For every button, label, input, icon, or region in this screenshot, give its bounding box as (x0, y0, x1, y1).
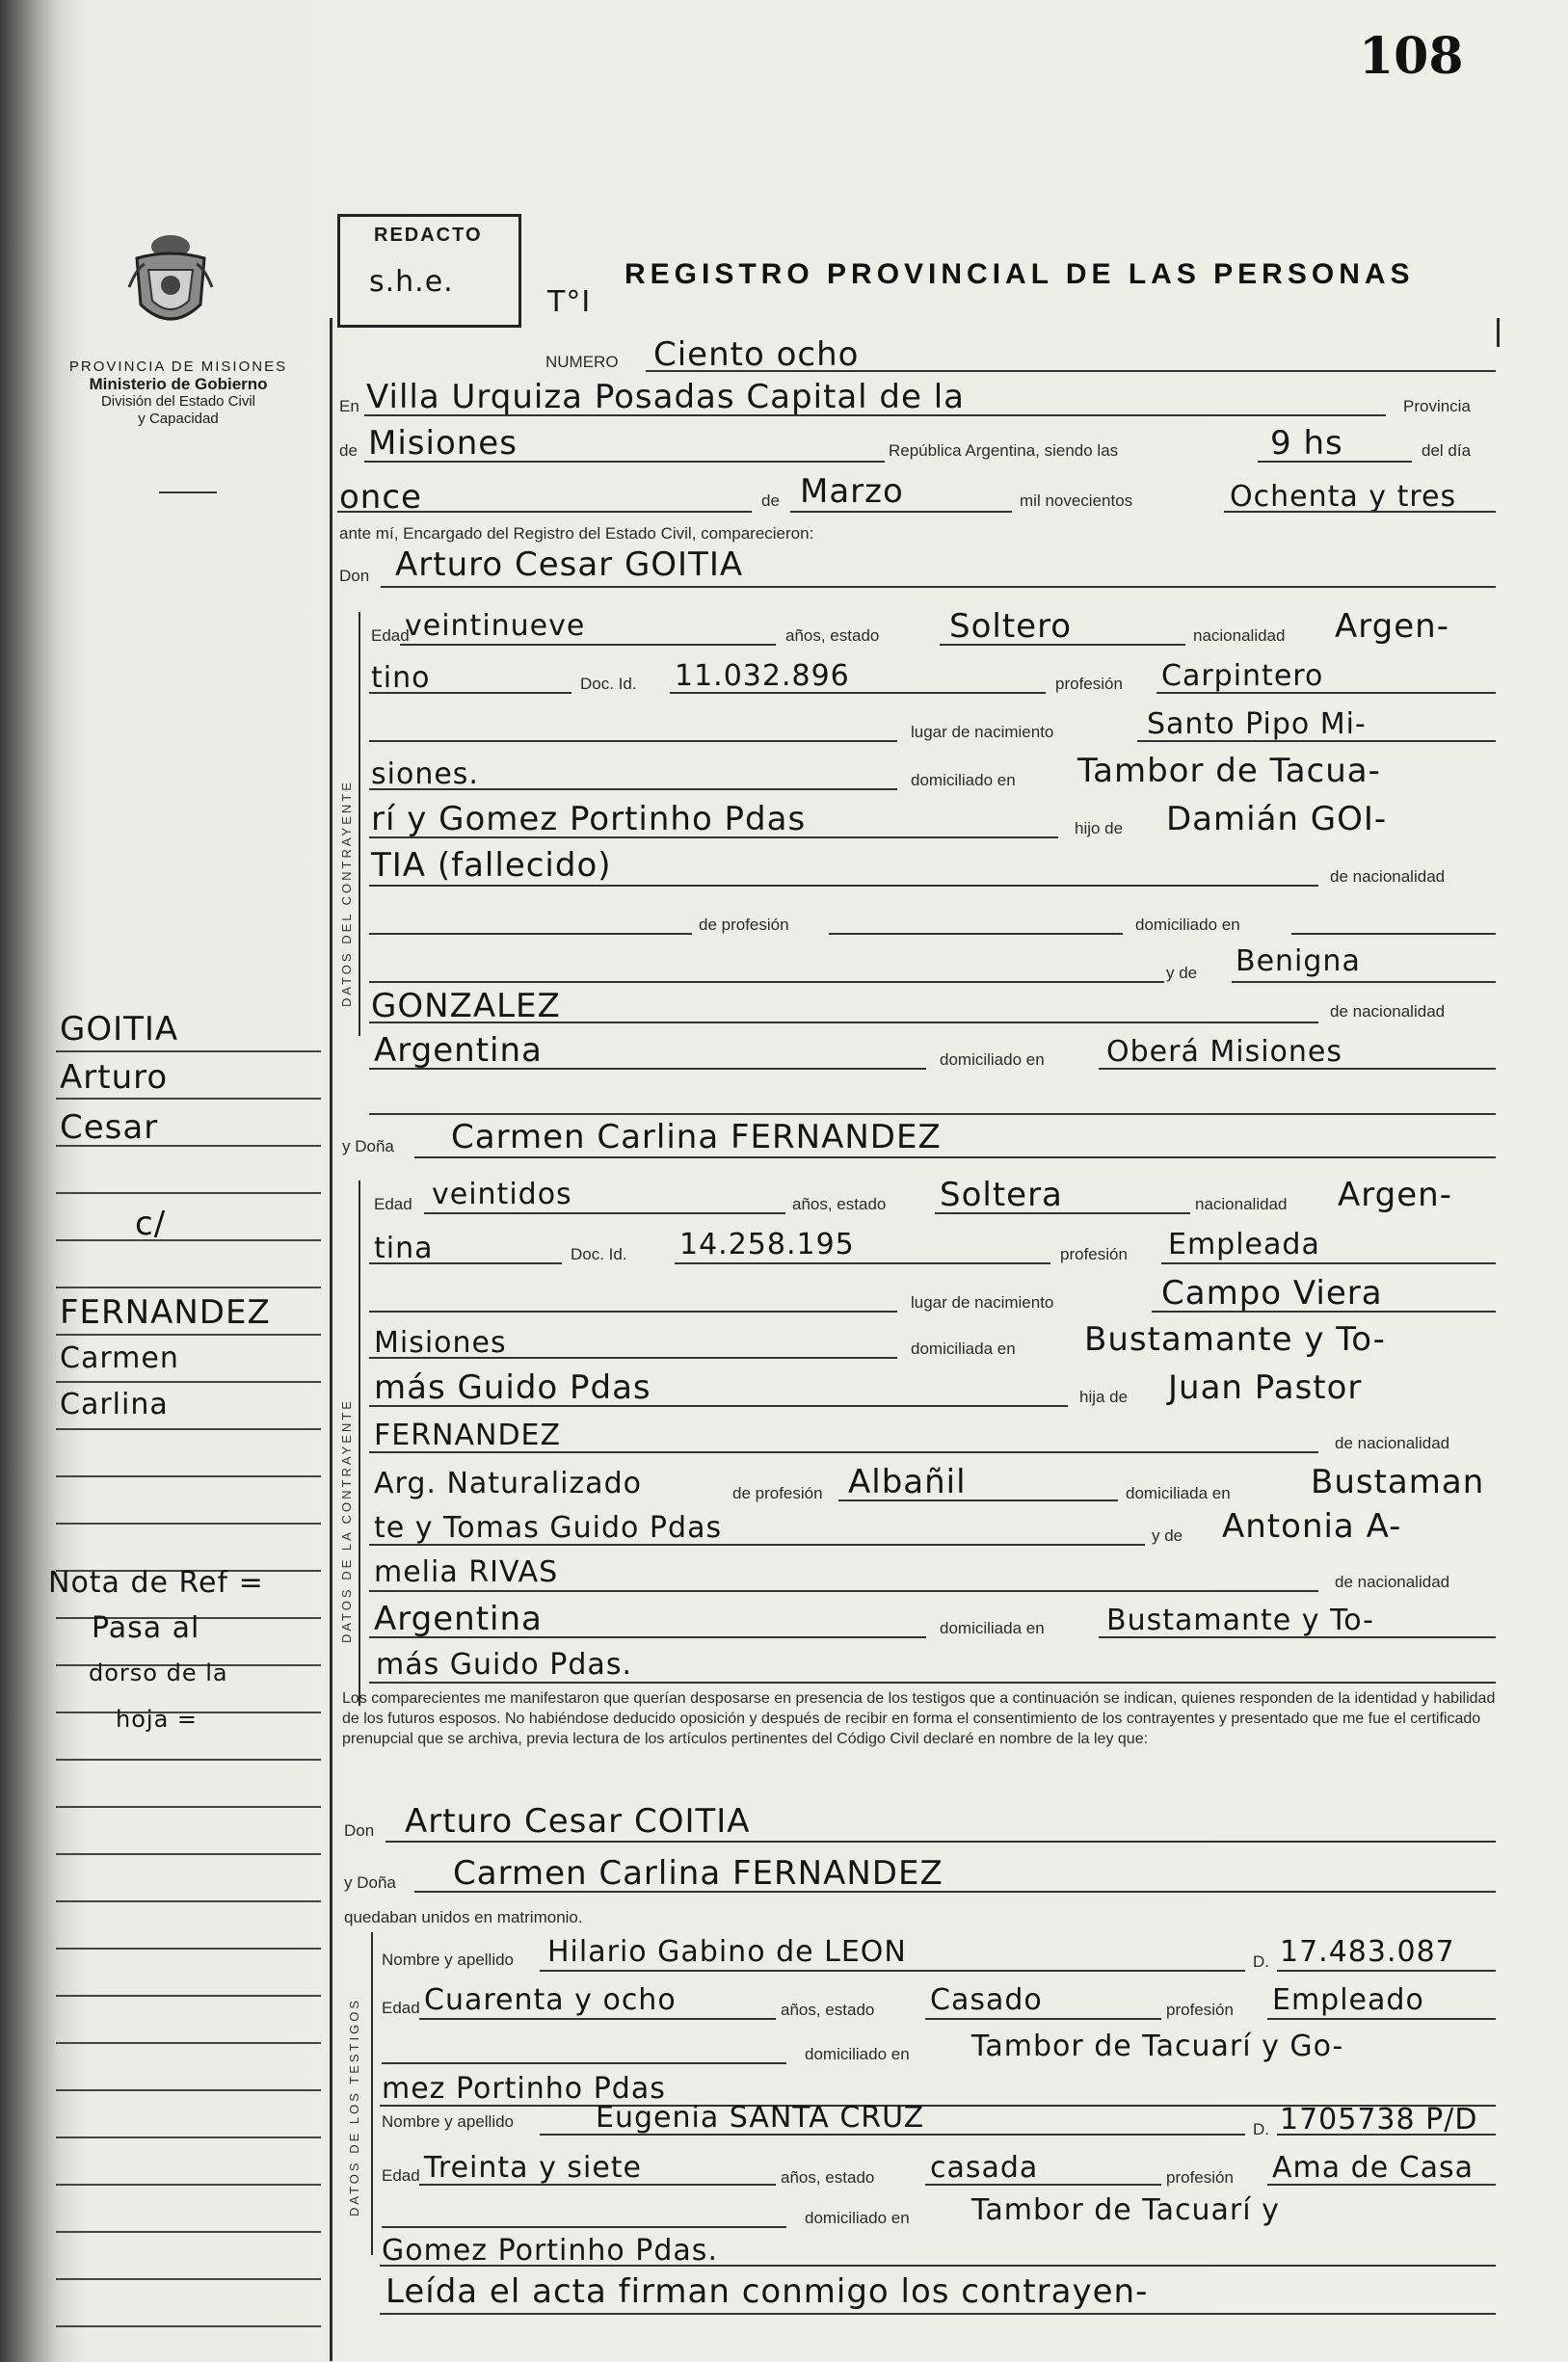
hija2-label: hija de (1079, 1388, 1129, 1406)
prof1-line (1156, 692, 1496, 694)
prof2-line (1161, 1262, 1496, 1264)
don2-value: Arturo Cesar COITIA (405, 1802, 751, 1841)
t2-doma-value: Tambor de Tacuarí y (971, 2193, 1280, 2227)
quedaban-text: quedaban unidos en matrimonio. (344, 1908, 583, 1926)
blank8-line (382, 2062, 786, 2064)
republica-label: República Argentina, siendo las (889, 441, 1119, 460)
margin-note-carmen: Carmen (60, 1341, 179, 1375)
margin-rule (56, 1381, 321, 1383)
t1-doma-value: Tambor de Tacuarí y Go- (971, 2030, 1344, 2063)
don2-label: Don (344, 1821, 375, 1840)
lugar-value: Villa Urquiza Posadas Capital de la (366, 378, 966, 416)
madre2-doma-line (1099, 1636, 1496, 1638)
t2-doc-value: 1705738 P/D (1280, 2103, 1478, 2136)
padre2a-value: Juan Pastor (1168, 1368, 1363, 1407)
madre2-nac-value: Argentina (374, 1600, 543, 1638)
t1-estado-line (925, 2018, 1161, 2020)
dom2-padre-label: domiciliada en (1126, 1484, 1231, 1502)
dom2b-value: más Guido Pdas (374, 1368, 651, 1407)
de-prof1-label: de profesión (699, 916, 789, 934)
t2-estado-value: casada (930, 2151, 1039, 2185)
t1-nombre-value: Hilario Gabino de LEON (547, 1935, 907, 1969)
estado1-line (940, 644, 1185, 646)
t1-prof-label: profesión (1166, 2001, 1234, 2019)
t1-doc-value: 17.483.087 (1280, 1935, 1455, 1969)
padre1a-value: Damián GOI- (1166, 800, 1388, 838)
nac2b-line (369, 1262, 562, 1264)
madre1-dom-value: Oberá Misiones (1106, 1035, 1343, 1069)
lugar2-label: lugar de nacimiento (911, 1293, 1054, 1312)
seal-capacity: y Capacidad (138, 411, 219, 427)
coat-of-arms-seal (127, 229, 214, 335)
consent-paragraph: Los comparecientes me manifestaron que querían desposarse en presencia de los testigos que a continuación se indican, quienes responden de la identidad y habilidad de los futuros esposos. No habiéndose deducido oposición y después de recibir en forma el consentimiento de los contrayentes y presentado que me fue el certificado prenupcial que se archiva, previa lectura de los artículos pertinentes del Código Civil declaré en nombre de la ley que: (342, 1690, 1496, 1747)
margin-note-hoja: hoja = (116, 1706, 199, 1733)
padre1b-line (369, 885, 1318, 887)
blank5-line (369, 981, 1164, 983)
seal-underline (159, 491, 217, 493)
t2-nombre-label: Nombre y apellido (382, 2112, 515, 2131)
t1-estado-value: Casado (930, 1983, 1043, 2017)
prof1-label: profesión (1055, 675, 1123, 693)
provincia-value: Misiones (368, 424, 518, 463)
contrayente-bracket (359, 612, 360, 1036)
doc1-label: Doc. Id. (580, 675, 637, 693)
redacto-label: REDACTO (374, 225, 483, 246)
margin-rule (56, 1239, 321, 1241)
padre1b-value: TIA (fallecido) (371, 846, 612, 885)
edad1-label: Edad (371, 626, 410, 645)
redacto-stamp (337, 214, 521, 328)
anos-estado2-label: años, estado (792, 1195, 887, 1213)
lugar2b-value: Misiones (374, 1326, 507, 1360)
madre1b-value: GONZALEZ (371, 987, 561, 1025)
nac1b-line (369, 692, 571, 694)
dom2a-value: Bustamante y To- (1084, 1320, 1386, 1359)
prof1-value: Carpintero (1161, 659, 1324, 693)
de2-label: de (761, 491, 780, 510)
blank2-line (369, 933, 692, 935)
side-label-contrayenta: DATOS DE LA CONTRAYENTE (339, 1398, 354, 1643)
dona-line (414, 1156, 1496, 1158)
margin-rule (56, 1853, 321, 1855)
margin-rule (56, 2325, 321, 2327)
margin-note-goitia: GOITIA (60, 1010, 179, 1048)
t1-edad-value: Cuarenta y ocho (424, 1983, 677, 2017)
t2-domb-value: Gomez Portinho Pdas. (382, 2234, 718, 2268)
dom1-label: domiciliado en (911, 771, 1016, 789)
form-right-tick (1497, 318, 1500, 347)
margin-note-cesar: Cesar (60, 1108, 159, 1147)
margin-rule (56, 2231, 321, 2233)
seal-caption (39, 358, 318, 428)
margin-note-pasa: Pasa al (92, 1611, 200, 1645)
dona2-value: Carmen Carlina FERNANDEZ (453, 1854, 943, 1893)
t2-edad-label: Edad (382, 2166, 420, 2185)
madre2b-value: melia RIVAS (374, 1555, 559, 1589)
padre2-prof-value: Albañil (848, 1463, 967, 1501)
anos-estado1-label: años, estado (785, 626, 880, 645)
lugar1b-line (369, 788, 897, 790)
t2-domb-line (380, 2265, 1496, 2267)
page-number: 108 (1359, 27, 1464, 86)
de-label: de (339, 441, 358, 460)
estado1-value: Soltero (949, 607, 1073, 646)
dom2b-line (369, 1405, 1068, 1407)
nac1b-value: tino (371, 661, 431, 695)
t2-edad-line (419, 2184, 776, 2186)
dom1-padre-label: domiciliado en (1135, 916, 1240, 934)
t2-doc-line (1277, 2134, 1496, 2136)
mes-value: Marzo (800, 472, 904, 511)
side-label-testigos: DATOS DE LOS TESTIGOS (347, 1998, 361, 2216)
registry-title: REGISTRO PROVINCIAL DE LAS PERSONAS (625, 258, 1415, 290)
tomo-mark: T°I (547, 285, 592, 319)
anio-value: Ochenta y tres (1230, 480, 1457, 514)
madre1b-line (369, 1022, 1318, 1023)
de-nac1-label: de nacionalidad (1330, 867, 1446, 886)
numero-line (646, 370, 1496, 372)
lugar1-line (1137, 740, 1496, 742)
del-dia-label: del día (1422, 441, 1472, 460)
margin-note-carlina: Carlina (60, 1388, 169, 1421)
t1-nombre-line (540, 1970, 1245, 1972)
padre2-domb-line (369, 1544, 1145, 1546)
anio-line (1224, 511, 1496, 513)
padre2-nac-value: Arg. Naturalizado (374, 1467, 642, 1500)
don-line (381, 586, 1496, 588)
dia-value: once (339, 478, 422, 517)
testigos-bracket (371, 1932, 373, 2255)
provincia-line (364, 461, 885, 463)
form-left-border (330, 318, 332, 2361)
margin-rule (56, 1523, 321, 1525)
madre2-doma-value: Bustamante y To- (1106, 1604, 1375, 1637)
seal-province: PROVINCIA DE MISIONES (68, 358, 288, 375)
padre2b-line (369, 1451, 1318, 1453)
don-label: Don (339, 567, 370, 585)
blank1-line (369, 740, 897, 742)
margin-rule (56, 1098, 321, 1100)
dia-line (337, 511, 752, 513)
doc2-line (675, 1262, 1050, 1264)
margin-rule (56, 1287, 321, 1288)
dom2-madre-label: domiciliada en (940, 1619, 1045, 1637)
margin-rule (56, 1050, 321, 1052)
t1-d-label: D. (1253, 1952, 1269, 1971)
y-de2-label: y de (1152, 1526, 1183, 1545)
doc2-label: Doc. Id. (571, 1245, 627, 1263)
margin-rule (56, 2042, 321, 2044)
lugar2b-line (369, 1357, 897, 1359)
estado2-value: Soltera (940, 1176, 1063, 1214)
ante-mi-text: ante mí, Encargado del Registro del Estado Civil, comparecieron: (339, 524, 814, 543)
margin-rule (56, 2089, 321, 2091)
mes-line (790, 511, 1012, 513)
padre2-doma-value: Bustaman (1311, 1463, 1485, 1501)
nac1a-value: Argen- (1335, 607, 1449, 646)
madre2-domb-line (369, 1682, 1496, 1684)
margin-note-fernandez: FERNANDEZ (60, 1293, 271, 1332)
hora-value: 9 hs (1270, 424, 1343, 463)
t1-prof-value: Empleado (1272, 1983, 1424, 2017)
edad1-value: veintinueve (405, 609, 586, 643)
prof2-value: Empleada (1168, 1228, 1320, 1261)
lugar1-label: lugar de nacimiento (911, 723, 1054, 741)
seal-division: División del Estado Civil (100, 393, 256, 410)
y-dona-label: y Doña (342, 1137, 394, 1155)
madre1-dom-line (1099, 1068, 1496, 1070)
hijo1-label: hijo de (1075, 819, 1124, 837)
hora-line (1258, 461, 1412, 463)
madre1a-value: Benigna (1236, 944, 1361, 978)
doc2-value: 14.258.195 (679, 1228, 855, 1261)
contrayenta-bracket (359, 1181, 360, 1706)
t1-anos-label: años, estado (781, 2001, 875, 2019)
madre2b-line (369, 1590, 1318, 1592)
doc1-line (670, 692, 1046, 694)
nacionalidad1-label: nacionalidad (1193, 626, 1286, 645)
edad1-line (400, 644, 776, 646)
t1-doc-line (1277, 1970, 1496, 1972)
t2-prof-label: profesión (1166, 2168, 1234, 2187)
dom1b-value: rí y Gomez Portinho Pdas (371, 800, 807, 838)
margin-rule (56, 1900, 321, 1902)
t1-prof-line (1267, 2018, 1496, 2020)
madre2a-value: Antonia A- (1222, 1507, 1402, 1546)
prof2-label: profesión (1060, 1245, 1128, 1263)
edad2-label: Edad (374, 1195, 412, 1213)
margin-rule (56, 2184, 321, 2186)
t1-edad-label: Edad (382, 1999, 420, 2017)
numero-value: Ciento ocho (653, 335, 860, 374)
nacionalidad2-label: nacionalidad (1195, 1195, 1288, 1213)
madre1-nac-line (369, 1068, 926, 1070)
en-label: En (339, 397, 359, 415)
margin-rule (56, 1806, 321, 1808)
margin-note-arturo: Arturo (60, 1058, 169, 1097)
de-prof2-label: de profesión (732, 1484, 823, 1502)
leida-line (380, 2313, 1496, 2315)
dom1-madre-label: domiciliado en (940, 1050, 1045, 1069)
edad2-value: veintidos (432, 1178, 572, 1211)
margin-rule (56, 1428, 321, 1430)
doc1-value: 11.032.896 (675, 659, 850, 693)
dom1b-line (369, 836, 1058, 838)
don-value: Arturo Cesar GOITIA (395, 545, 744, 584)
t2-nombre-line (540, 2134, 1245, 2136)
t2-edad-value: Treinta y siete (424, 2151, 643, 2185)
leida-text: Leída el acta firman conmigo los contrayen- (385, 2272, 1149, 2311)
t1-dom-label: domiciliado en (805, 2045, 910, 2063)
t2-nombre-value: Eugenia SANTA CRUZ (596, 2101, 925, 2135)
provincia-label: Provincia (1403, 397, 1471, 415)
blank9-line (382, 2226, 786, 2228)
lugar2a-value: Campo Viera (1161, 1274, 1383, 1313)
redacto-value: s.h.e. (369, 265, 454, 299)
madre1-nac-value: Argentina (374, 1031, 543, 1070)
t2-anos-label: años, estado (781, 2168, 875, 2187)
lugar1a-value: Santo Pipo Mi- (1147, 707, 1367, 741)
t1-edad-line (419, 2018, 776, 2020)
blank6-line (369, 1113, 1496, 1115)
y-de1-label: y de (1166, 964, 1198, 982)
side-label-contrayente: DATOS DEL CONTRAYENTE (339, 780, 354, 1007)
dona-value: Carmen Carlina FERNANDEZ (451, 1118, 942, 1156)
blank7-line (369, 1311, 897, 1313)
don2-line (385, 1841, 1496, 1843)
blank4-line (1291, 933, 1496, 935)
t2-d-label: D. (1253, 2120, 1269, 2138)
madre2-nac-line (369, 1636, 926, 1638)
lugar1b-value: siones. (371, 757, 479, 791)
margin-rule (56, 1759, 321, 1761)
t2-prof-value: Ama de Casa (1272, 2151, 1475, 2185)
padre2-domb-value: te y Tomas Guido Pdas (374, 1511, 723, 1545)
de-nac3-label: de nacionalidad (1335, 1434, 1450, 1452)
madre2-domb-value: más Guido Pdas. (376, 1648, 632, 1682)
t2-estado-line (925, 2184, 1161, 2186)
lugar2-line (1152, 1311, 1496, 1313)
nac2b-value: tina (374, 1232, 434, 1265)
margin-rule (56, 2278, 321, 2280)
t1-nombre-label: Nombre y apellido (382, 1951, 515, 1969)
dom1a-value: Tambor de Tacua- (1077, 752, 1381, 790)
padre2-prof-line (838, 1499, 1118, 1501)
y-dona2-label: y Doña (344, 1873, 396, 1892)
margin-note-dorso: dorso de la (89, 1659, 228, 1686)
de-nac4-label: de nacionalidad (1335, 1573, 1450, 1591)
dona2-line (414, 1891, 1496, 1893)
mil-label: mil novecientos (1020, 491, 1133, 510)
t1-domb-value: mez Portinho Pdas (382, 2072, 666, 2106)
margin-rule (56, 1948, 321, 1950)
margin-rule (56, 1192, 321, 1194)
margin-note-c: c/ (135, 1205, 167, 1243)
margin-rule (56, 2136, 321, 2138)
dom2-label: domiciliada en (911, 1340, 1016, 1358)
t2-dom-label: domiciliado en (805, 2209, 910, 2227)
margin-rule (56, 1334, 321, 1336)
seal-ministry: Ministerio de Gobierno (89, 375, 268, 393)
t2-prof-line (1267, 2184, 1496, 2186)
blank3-line (829, 933, 1123, 935)
margin-rule (56, 1475, 321, 1477)
madre1a-line (1232, 981, 1496, 983)
numero-label: NUMERO (545, 353, 619, 371)
lugar-line (364, 414, 1386, 416)
margin-note-nota: Nota de Ref = (48, 1566, 264, 1600)
de-nac2-label: de nacionalidad (1330, 1002, 1446, 1021)
estado2-line (935, 1212, 1190, 1214)
nac2a-value: Argen- (1338, 1176, 1452, 1214)
margin-rule (56, 1995, 321, 1997)
padre2b-value: FERNANDEZ (374, 1419, 562, 1452)
edad2-line (424, 1212, 785, 1214)
